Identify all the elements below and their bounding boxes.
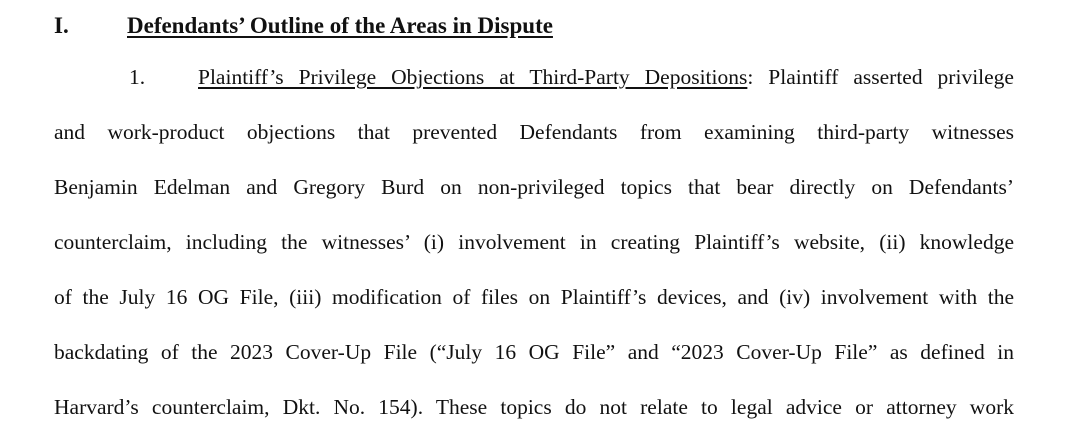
paragraph-line: counterclaim, including the witnesses’ (i) involvement in creating Plaintiff’s website, (ii) knowledge — [54, 230, 1014, 254]
paragraph-line: backdating of the 2023 Cover-Up File (“July 16 OG File” and “2023 Cover-Up File” as defined in — [54, 340, 1014, 364]
paragraph-number: 1. — [129, 65, 146, 89]
section-number: I. — [54, 13, 69, 38]
paragraph-line: Harvard’s counterclaim, Dkt. No. 154). These topics do not relate to legal advice or attorney work — [54, 395, 1014, 419]
paragraph-line: of the July 16 OG File, (iii) modification of files on Plaintiff’s devices, and (iv) involvement with the — [54, 285, 1014, 309]
section-title: Defendants’ Outline of the Areas in Dispute — [127, 13, 553, 38]
paragraph-first-line — [198, 62, 1014, 92]
paragraph-heading-suffix: : — [747, 65, 754, 89]
paragraph-line: and work-product objections that prevented Defendants from examining third-party witnesses — [54, 120, 1014, 144]
paragraph-heading: Plaintiff’s Privilege Objections at Third-Party Depositions — [198, 65, 748, 89]
paragraph-line: Benjamin Edelman and Gregory Burd on non-privileged topics that bear directly on Defendants’ — [54, 175, 1014, 199]
paragraph-first-line-text: Plaintiff asserted privilege — [753, 65, 1014, 89]
